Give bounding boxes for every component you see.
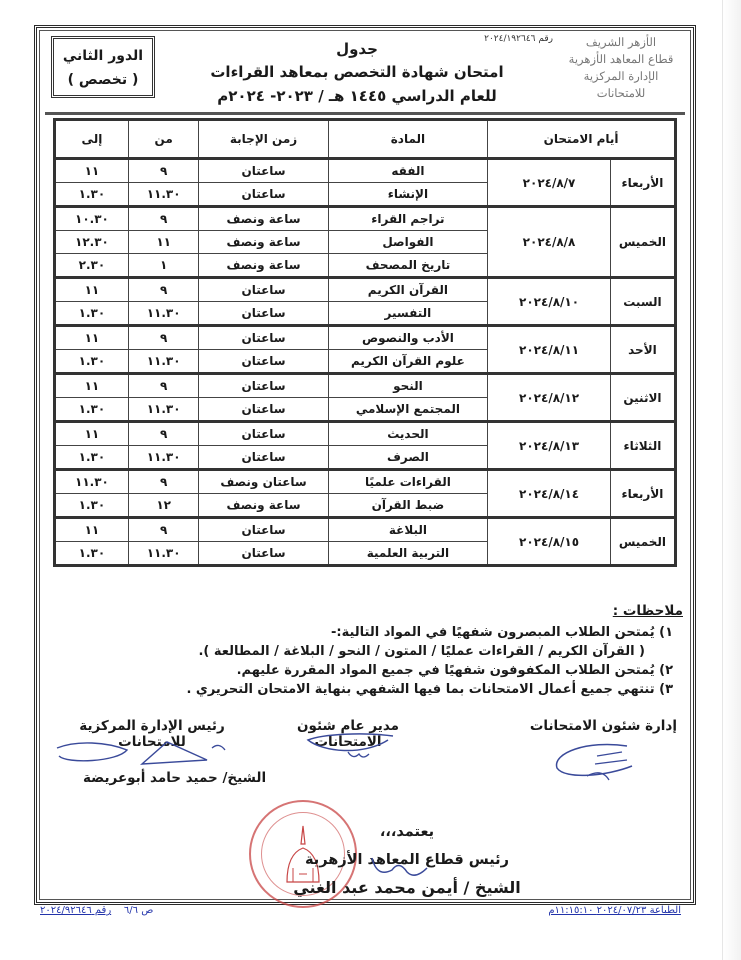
from-cell: ١١ [128,231,199,254]
to-cell: ١.٣٠ [55,542,129,566]
title-line-3: للعام الدراسي ١٤٤٥ هـ / ٢٠٢٣- ٢٠٢٤م [217,87,497,105]
header-divider [45,112,685,115]
to-cell: ١١.٣٠ [55,470,129,494]
subject-cell: الصرف [328,446,488,470]
footer-page-number: ص ٦/٦ [123,905,154,916]
duration-cell: ساعتان ونصف [199,470,328,494]
header-to: إلى [55,120,129,159]
to-cell: ١.٣٠ [55,398,129,422]
exam-date: ٢٠٢٤/٨/١٠ [488,278,611,326]
table-row [55,422,676,446]
subject-cell: القراءات علميًا [328,470,488,494]
exam-round-type: ( تخصص ) [67,72,139,88]
duration-cell: ساعتان [199,302,328,326]
note-item-1-subjects: ( القرآن الكريم / القراءات عمليًا / المتون / النحو / البلاغة / المطالعة ). [198,644,645,659]
title-line-2: امتحان شهادة التخصص بمعاهد القراءات [210,63,504,81]
table-row [55,207,676,231]
notes-heading: ملاحظات : [612,603,683,619]
handwritten-signature-icon [293,730,403,765]
duration-cell: ساعة ونصف [199,254,328,278]
from-cell: ١١.٣٠ [128,350,199,374]
from-cell: ٩ [128,278,199,302]
footer-left [40,905,153,916]
footer-print-date: الطباعة ٢٠٢٤/٠٧/٢٣ ١١:١٥:١٠م [548,905,681,916]
exam-day: الأحد [610,326,675,374]
note-item-3: ٣) تنتهي جميع أعمال الامتحانات بما فيها الشفهي بنهاية الامتحان التحريري . [186,682,673,697]
subject-cell: الفواصل [328,231,488,254]
reference-value: ٢٠٢٤/١٩٢٦٤٦ [484,34,536,44]
subject-cell: تراجم القراء [328,207,488,231]
to-cell: ١.٣٠ [55,350,129,374]
header-from: من [128,120,199,159]
signature-central-head [47,718,257,750]
subject-cell: الإنشاء [328,183,488,207]
signature-central-head-title: رئيس الإدارة المركزية للامتحانات [79,718,225,750]
duration-cell: ساعتان [199,278,328,302]
document-frame [34,25,696,905]
to-cell: ١.٣٠ [55,494,129,518]
from-cell: ١١.٣٠ [128,446,199,470]
header-duration: زمن الإجابة [199,120,328,159]
exam-date: ٢٠٢٤/٨/٧ [488,159,611,207]
signature-exams-affairs [527,718,677,734]
from-cell: ١١.٣٠ [128,302,199,326]
to-cell: ٢.٣٠ [55,254,129,278]
logo-line-3: الإدارة المركزية للامتحانات [583,69,659,100]
exam-date: ٢٠٢٤/٨/١٣ [488,422,611,470]
subject-cell: الأدب والنصوص [328,326,488,350]
from-cell: ١ [128,254,199,278]
note-item-2: ٢) يُمتحن الطلاب المكفوفون شفهيًا في جميع المواد المقررة عليهم. [236,663,673,678]
from-cell: ٩ [128,422,199,446]
table-row [55,278,676,302]
exam-schedule-table [53,118,677,567]
subject-cell: علوم القرآن الكريم [328,350,488,374]
title-line-1: جدول [336,40,378,58]
signature-exams-affairs-title: إدارة شئون الامتحانات [529,718,677,734]
subject-cell: التفسير [328,302,488,326]
exam-day: الأربعاء [610,159,675,207]
exam-round-box [51,36,155,98]
approval-block [287,818,527,902]
to-cell: ١١ [55,159,129,183]
exam-day: الاثنين [610,374,675,422]
exam-date: ٢٠٢٤/٨/٨ [488,207,611,278]
table-row [55,159,676,183]
duration-cell: ساعتان [199,518,328,542]
signature-general-manager [263,718,433,750]
table-header-row [55,120,676,159]
from-cell: ٩ [128,374,199,398]
subject-cell: الحديث [328,422,488,446]
exam-day: الثلاثاء [610,422,675,470]
duration-cell: ساعة ونصف [199,207,328,231]
duration-cell: ساعتان [199,398,328,422]
note-item-1: ١) يُمتحن الطلاب المبصرون شفهيًا في المواد التالية:- [331,625,673,640]
to-cell: ١٠.٣٠ [55,207,129,231]
exam-date: ٢٠٢٤/٨/١٢ [488,374,611,422]
handwritten-signature-icon [367,850,447,880]
page-edge-shadow [722,0,741,960]
approval-name: الشيخ / أيمن محمد عبد الغني [293,878,521,897]
to-cell: ١١ [55,278,129,302]
logo-line-2: قطاع المعاهد الأزهرية [568,52,674,66]
exam-day: الأربعاء [610,470,675,518]
logo-line-1: الأزهر الشريف [585,35,657,49]
from-cell: ٩ [128,518,199,542]
to-cell: ١.٣٠ [55,183,129,207]
table-body [55,159,676,566]
to-cell: ١.٣٠ [55,446,129,470]
reference-label: رقم [538,34,553,44]
from-cell: ١١.٣٠ [128,398,199,422]
subject-cell: البلاغة [328,518,488,542]
handwritten-signature-icon [547,738,647,783]
table-row [55,374,676,398]
to-cell: ١١ [55,374,129,398]
signature-general-manager-title: مدير عام شئون الامتحانات [297,718,399,750]
to-cell: ١١ [55,518,129,542]
to-cell: ١٢.٣٠ [55,231,129,254]
subject-cell: التربية العلمية [328,542,488,566]
central-head-name: الشيخ/ حميد حامد أبوعريضة [83,770,267,786]
subject-cell: تاريخ المصحف [328,254,488,278]
header-subject: المادة [328,120,488,159]
subject-cell: الفقه [328,159,488,183]
exam-date: ٢٠٢٤/٨/١٤ [488,470,611,518]
duration-cell: ساعتان [199,350,328,374]
document-title [187,38,527,108]
table-row [55,470,676,494]
duration-cell: ساعتان [199,422,328,446]
from-cell: ١٢ [128,494,199,518]
duration-cell: ساعتان [199,542,328,566]
header-exam-days: أيام الامتحان [488,120,676,159]
approval-line-1: يعتمد،،، [379,824,435,840]
table-row [55,326,676,350]
from-cell: ١١.٣٠ [128,183,199,207]
subject-cell: النحو [328,374,488,398]
reference-number [484,34,553,44]
exam-date: ٢٠٢٤/٨/١١ [488,326,611,374]
exam-day: السبت [610,278,675,326]
duration-cell: ساعة ونصف [199,494,328,518]
footer-right [548,905,681,916]
azhar-logo-text [561,34,681,102]
from-cell: ٩ [128,207,199,231]
duration-cell: ساعة ونصف [199,231,328,254]
footer-reference: رقم ٢٠٢٤/٩٢٦٤٦ [40,905,112,916]
from-cell: ٩ [128,159,199,183]
exam-round-label: الدور الثاني [62,48,144,64]
from-cell: ١١.٣٠ [128,542,199,566]
exam-day: الخميس [610,207,675,278]
notes-section [53,603,683,699]
duration-cell: ساعتان [199,159,328,183]
to-cell: ١١ [55,422,129,446]
duration-cell: ساعتان [199,446,328,470]
from-cell: ٩ [128,470,199,494]
subject-cell: المجتمع الإسلامي [328,398,488,422]
to-cell: ١١ [55,326,129,350]
table-row [55,518,676,542]
subject-cell: القرآن الكريم [328,278,488,302]
from-cell: ٩ [128,326,199,350]
duration-cell: ساعتان [199,374,328,398]
to-cell: ١.٣٠ [55,302,129,326]
duration-cell: ساعتان [199,183,328,207]
exam-day: الخميس [610,518,675,566]
subject-cell: ضبط القرآن [328,494,488,518]
exam-date: ٢٠٢٤/٨/١٥ [488,518,611,566]
approval-title: رئيس قطاع المعاهد الأزهرية [305,852,509,868]
duration-cell: ساعتان [199,326,328,350]
